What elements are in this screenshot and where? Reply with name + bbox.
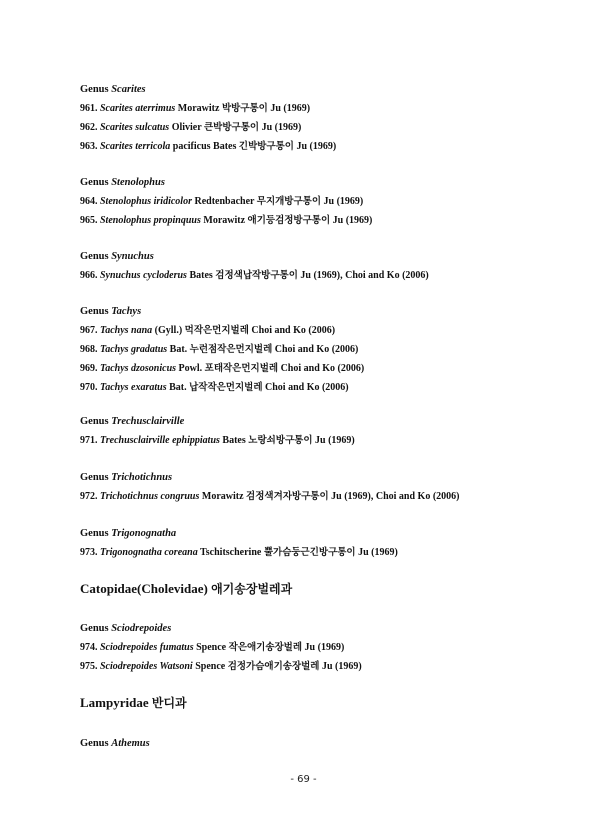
reference: Ju (1969) [323, 196, 364, 207]
scientific-name: Scarites sulcatus [100, 122, 170, 133]
genus-heading [80, 734, 585, 753]
genus-section-trigonognatha [80, 524, 585, 562]
genus-section-trichotichnus [80, 468, 585, 506]
reference: Ju (1969) [321, 661, 362, 672]
reference: Choi and Ko (2006) [265, 382, 349, 393]
species-entry [80, 192, 585, 211]
genus-section-scarites [80, 80, 585, 156]
genus-name: Trechusclairville [111, 416, 185, 427]
reference: Ju (1969), Choi and Ko (2006) [300, 270, 429, 281]
author: Morawitz [203, 215, 246, 226]
family-heading-catopidae [80, 578, 585, 600]
author: Morawitz [177, 103, 220, 114]
korean-name: 누런점작은먼지벌레 [189, 344, 273, 355]
reference: Choi and Ko (2006) [251, 325, 336, 336]
species-entry [80, 431, 585, 450]
page-number: - 69 - [290, 774, 317, 785]
species-entry [80, 543, 585, 562]
scientific-name: Synuchus cycloderus [100, 270, 187, 281]
genus-name: Trigonognatha [111, 528, 177, 539]
entry-number: 964. [80, 196, 98, 207]
korean-name: 큰박방구통이 [204, 122, 260, 133]
species-entry [80, 378, 585, 397]
genus-heading [80, 80, 585, 99]
author: Bat. [169, 344, 188, 355]
scientific-name: Sciodrepoides Watsoni [100, 661, 193, 672]
genus-prefix: Genus [80, 623, 109, 634]
entry-number: 973. [80, 547, 98, 558]
family-name: Lampyridae [80, 695, 149, 710]
genus-prefix: Genus [80, 528, 109, 539]
reference: Ju (1969) [270, 103, 311, 114]
genus-prefix: Genus [80, 306, 109, 317]
reference: Ju (1969) [261, 122, 302, 133]
korean-name: 포태작은먼지벌레 [204, 363, 279, 374]
scientific-name: Tachys dzosonicus [100, 363, 177, 374]
reference: Ju (1969) [332, 215, 373, 226]
species-entry [80, 340, 585, 359]
reference: Choi and Ko (2006) [280, 363, 365, 374]
genus-heading [80, 412, 585, 431]
korean-name: 애기등검정방구통이 [247, 215, 331, 226]
genus-heading [80, 247, 585, 266]
species-entry [80, 638, 585, 657]
species-entry [80, 99, 585, 118]
genus-heading [80, 302, 585, 321]
author: Tschitscherine [200, 547, 262, 558]
genus-name: Scarites [111, 84, 146, 95]
family-heading-lampyridae [80, 692, 585, 714]
genus-heading [80, 173, 585, 192]
author: Spence [195, 661, 226, 672]
genus-prefix: Genus [80, 177, 109, 188]
scientific-name: Tachys gradatus [100, 344, 168, 355]
scientific-name: Scarites aterrimus [100, 103, 176, 114]
korean-name: 검정가슴애기송장벌레 [227, 661, 320, 672]
author: Bates [189, 270, 213, 281]
genus-prefix: Genus [80, 472, 109, 483]
reference: Ju (1969) [296, 141, 337, 152]
entry-number: 969. [80, 363, 98, 374]
genus-name: Sciodrepoides [111, 623, 172, 634]
scientific-name: Trechusclairville ephippiatus [100, 435, 220, 446]
entry-number: 974. [80, 642, 98, 653]
entry-number: 965. [80, 215, 98, 226]
author: Spence [196, 642, 227, 653]
entry-number: 972. [80, 491, 98, 502]
scientific-name: Tachys nana [100, 325, 153, 336]
entry-number: 967. [80, 325, 98, 336]
genus-name: Stenolophus [111, 177, 165, 188]
author: pacificus Bates [172, 141, 237, 152]
author: Bat. [169, 382, 187, 393]
genus-name: Tachys [111, 306, 142, 317]
genus-prefix: Genus [80, 416, 109, 427]
korean-name: 긴박방구통이 [238, 141, 294, 152]
genus-heading [80, 524, 585, 543]
reference: Ju (1969) [315, 435, 355, 446]
scientific-name: Tachys exaratus [100, 382, 167, 393]
species-entry [80, 657, 585, 676]
species-entry [80, 266, 585, 285]
species-entry [80, 321, 585, 340]
scientific-name: Scarites terricola [100, 141, 171, 152]
korean-name: 무지개방구통이 [256, 196, 322, 207]
genus-name: Athemus [111, 738, 150, 749]
scientific-name: Stenolophus propinquus [100, 215, 201, 226]
korean-name: 검정색겨자방구통이 [246, 491, 329, 502]
entry-number: 975. [80, 661, 98, 672]
family-name: Catopidae(Cholevidae) [80, 581, 208, 596]
author: Bates [222, 435, 246, 446]
entry-number: 961. [80, 103, 98, 114]
genus-heading [80, 619, 585, 638]
genus-heading [80, 468, 585, 487]
author: Powl. [178, 363, 203, 374]
genus-section-tachys [80, 302, 585, 397]
entry-number: 966. [80, 270, 98, 281]
scientific-name: Trichotichnus congruus [100, 491, 200, 502]
korean-name: 검정색납작방구통이 [215, 270, 298, 281]
reference: Ju (1969) [304, 642, 345, 653]
genus-prefix: Genus [80, 738, 109, 749]
species-entry [80, 359, 585, 378]
scientific-name: Stenolophus iridicolor [100, 196, 192, 207]
korean-name: 노랑쇠방구통이 [248, 435, 313, 446]
author: (Gyll.) [154, 325, 183, 336]
korean-name: 먹작은먼지벌레 [184, 325, 249, 336]
species-entry [80, 487, 585, 506]
genus-section-athemus [80, 734, 585, 753]
entry-number: 971. [80, 435, 98, 446]
genus-section-trechusclairville [80, 412, 585, 450]
entry-number: 963. [80, 141, 98, 152]
species-entry [80, 211, 585, 230]
scientific-name: Trigonognatha coreana [100, 547, 198, 558]
genus-name: Synuchus [111, 251, 154, 262]
reference: Ju (1969) [358, 547, 398, 558]
family-korean-name: 반디과 [151, 696, 187, 710]
species-entry [80, 137, 585, 156]
korean-name: 작은애기송장벌레 [228, 642, 303, 653]
entry-number: 962. [80, 122, 98, 133]
author: Redtenbacher [194, 196, 255, 207]
species-entry [80, 118, 585, 137]
korean-name: 납작작은먼지벌레 [189, 382, 263, 393]
reference: Choi and Ko (2006) [274, 344, 359, 355]
genus-prefix: Genus [80, 251, 109, 262]
korean-name: 박방구통이 [221, 103, 268, 114]
author: Olivier [171, 122, 202, 133]
entry-number: 968. [80, 344, 98, 355]
genus-section-sciodrepoides [80, 619, 585, 676]
entry-number: 970. [80, 382, 98, 393]
scientific-name: Sciodrepoides fumatus [100, 642, 194, 653]
korean-name: 뿔가슴둥근긴방구통이 [263, 547, 356, 558]
author: Morawitz [201, 491, 244, 502]
genus-name: Trichotichnus [111, 472, 173, 483]
genus-prefix: Genus [80, 84, 109, 95]
genus-section-stenolophus [80, 173, 585, 230]
family-korean-name: 애기송장벌레과 [211, 582, 293, 596]
genus-section-synuchus [80, 247, 585, 285]
reference: Ju (1969), Choi and Ko (2006) [331, 491, 460, 502]
